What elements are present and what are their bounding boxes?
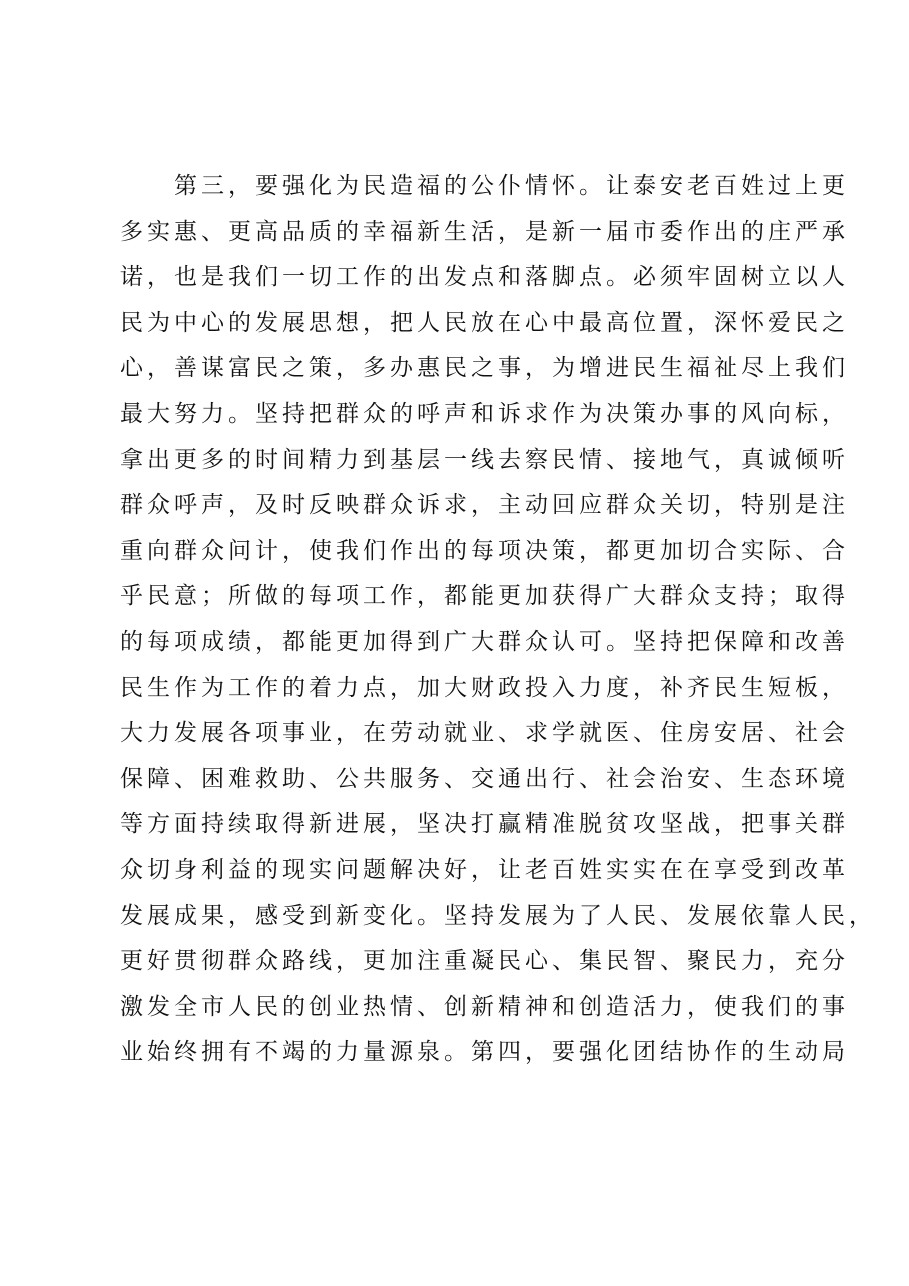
text-line: 众切身利益的现实问题解决好，让老百姓实实在在享受到改革 bbox=[120, 856, 849, 883]
text-line: 乎民意；所做的每项工作，都能更加获得广大群众支持；取得 bbox=[120, 583, 849, 610]
body-paragraph bbox=[120, 164, 876, 1076]
text-line: 拿出更多的时间精力到基层一线去察民情、接地气，真诚倾听 bbox=[120, 446, 849, 473]
text-line: 多实惠、更高品质的幸福新生活，是新一届市委作出的庄严承 bbox=[120, 218, 849, 245]
text-line: 心，善谋富民之策，多办惠民之事，为增进民生福祉尽上我们 bbox=[120, 355, 849, 382]
text-line: 民生作为工作的着力点，加大财政投入力度，补齐民生短板， bbox=[120, 674, 849, 701]
text-line: 最大努力。坚持把群众的呼声和诉求作为决策办事的风向标， bbox=[120, 400, 849, 427]
text-line: 等方面持续取得新进展，坚决打赢精准脱贫攻坚战，把事关群 bbox=[120, 811, 849, 838]
text-line: 群众呼声，及时反映群众诉求，主动回应群众关切，特别是注 bbox=[120, 492, 849, 519]
text-line: 更好贯彻群众路线，更加注重凝民心、集民智、聚民力，充分 bbox=[120, 948, 849, 975]
text-line: 重向群众问计，使我们作出的每项决策，都更加切合实际、合 bbox=[120, 537, 849, 564]
text-line: 激发全市人民的创业热情、创新精神和创造活力，使我们的事 bbox=[120, 993, 849, 1020]
text-line: 民为中心的发展思想，把人民放在心中最高位置，深怀爱民之 bbox=[120, 309, 849, 336]
text-line: 保障、困难救助、公共服务、交通出行、社会治安、生态环境 bbox=[120, 765, 849, 792]
text-line: 诺，也是我们一切工作的出发点和落脚点。必须牢固树立以人 bbox=[120, 264, 849, 291]
text-line: 业始终拥有不竭的力量源泉。第四，要强化团结协作的生动局 bbox=[120, 1039, 849, 1066]
text-line: 大力发展各项事业，在劳动就业、求学就医、住房安居、社会 bbox=[120, 720, 849, 747]
text-line: 的每项成绩，都能更加得到广大群众认可。坚持把保障和改善 bbox=[120, 628, 849, 655]
text-line: 发展成果，感受到新变化。坚持发展为了人民、发展依靠人民， bbox=[120, 902, 876, 929]
text-line: 第三，要强化为民造福的公仆情怀。让泰安老百姓过上更 bbox=[120, 173, 849, 199]
